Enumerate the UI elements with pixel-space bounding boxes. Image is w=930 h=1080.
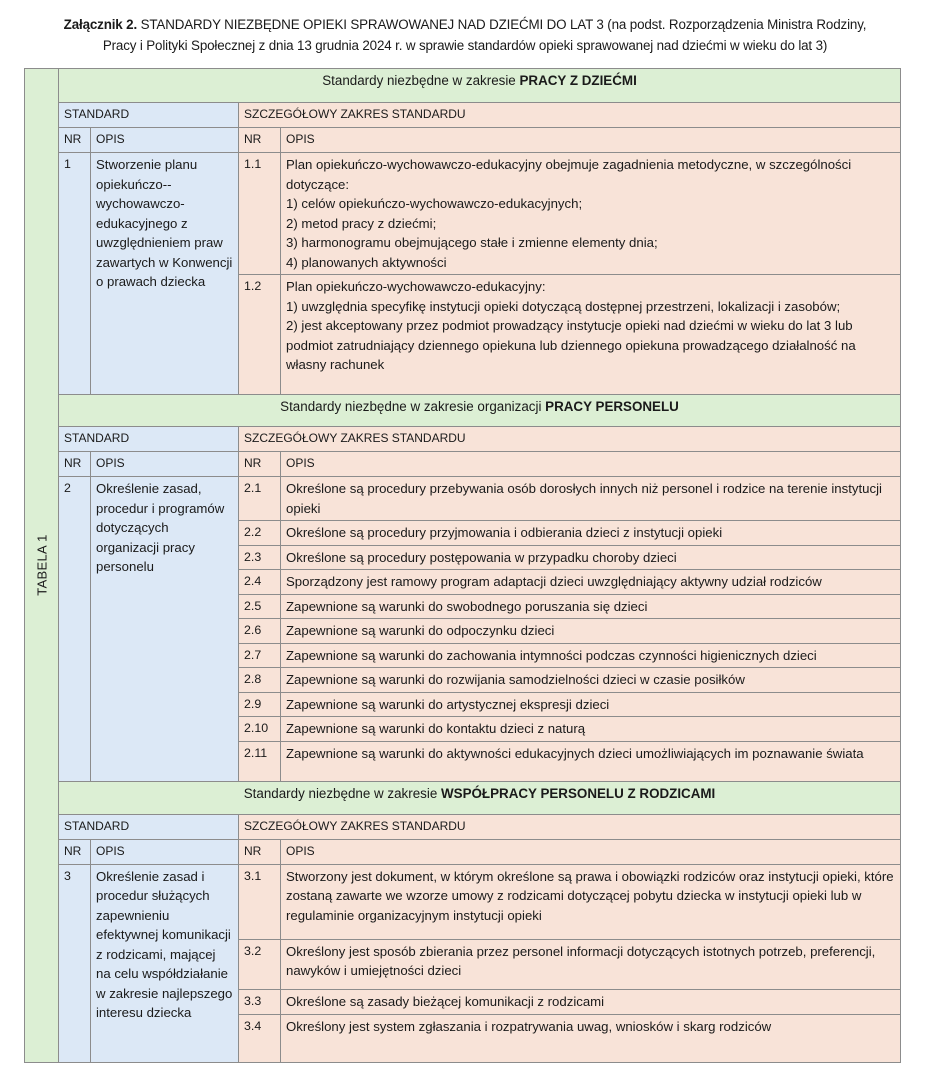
column-header-nr: NR	[59, 128, 91, 153]
standard-description: Określenie zasad i procedur służących zapewnieniu efektywnej komunikacji z rodzicami, mającej na celu współdziałanie w zakresie najlepszego interesu dziecka	[91, 864, 239, 1062]
item-line: 1) celów opiekuńczo-wychowawczo-edukacyjnych;	[286, 196, 583, 211]
item-nr: 3.1	[239, 864, 281, 939]
item-description: Określone są procedury przyjmowania i odbierania dzieci z instytucji opieki	[281, 521, 901, 546]
column-header-nr: NR	[239, 128, 281, 153]
item-nr: 3.4	[239, 1014, 281, 1062]
title-label: Załącznik 2.	[63, 17, 138, 32]
item-nr: 2.3	[239, 545, 281, 570]
column-header-opis: OPIS	[91, 128, 239, 153]
section-header-1	[59, 69, 901, 103]
item-nr: 3.2	[239, 939, 281, 989]
item-nr: 1.1	[239, 153, 281, 275]
column-header-nr: NR	[59, 839, 91, 864]
column-header-opis: OPIS	[91, 452, 239, 477]
item-line: 2) metod pracy z dziećmi;	[286, 215, 437, 231]
title-text-line2: Pracy i Polityki Społecznej z dnia 13 grudnia 2024 r. w sprawie standardów opieki sprawowanej nad dziećmi w wieku do lat 3)	[102, 38, 828, 53]
standard-description: Stworzenie planu opiekuńczo--wychowawczo-edukacyjnego z uwzględnieniem praw zawartych w Konwencji o prawach dziecka	[91, 153, 239, 395]
column-header-opis: OPIS	[281, 452, 901, 477]
item-description: Zapewnione są warunki do swobodnego poruszania się dzieci	[281, 594, 901, 619]
item-nr: 2.1	[239, 477, 281, 521]
item-description: Stworzony jest dokument, w którym określone są prawa i obowiązki rodziców oraz instytucji opieki, które zostaną zawarte we wzorze umowy z rodzicami dotyczącej pobytu dziecka w instytucji opieki lub w regulaminie organizacyjnym instytucji opieki	[281, 864, 901, 939]
item-description	[281, 153, 901, 275]
title-text: STANDARDY NIEZBĘDNE OPIEKI SPRAWOWANEJ NAD DZIEĆMI DO LAT 3 (na podst. Rozporządzenia Ministra Rodziny,	[137, 17, 867, 32]
item-description: Określone są procedury przebywania osób dorosłych innych niż personel i rodzice na terenie instytucji opieki	[281, 477, 901, 521]
column-header-detail: SZCZEGÓŁOWY ZAKRES STANDARDU	[239, 103, 901, 128]
section-header-prefix: Standardy niezbędne w zakresie	[243, 785, 441, 801]
column-header-detail: SZCZEGÓŁOWY ZAKRES STANDARDU	[239, 814, 901, 839]
column-header-opis: OPIS	[281, 839, 901, 864]
item-description: Zapewnione są warunki do kontaktu dzieci z naturą	[281, 717, 901, 742]
item-nr: 2.9	[239, 692, 281, 717]
document-title	[0, 14, 930, 56]
item-line: Plan opiekuńczo-wychowawczo-edukacyjny:	[286, 279, 546, 294]
section-header-prefix: Standardy niezbędne w zakresie organizacji	[280, 399, 546, 414]
column-header-nr: NR	[239, 839, 281, 864]
item-line: 2) jest akceptowany przez podmiot prowadzący instytucje opieki nad dziećmi w wieku do lat 3 lub podmiot zatrudniający dziennego opiekuna lub dziennego opiekuna prowadzącego działalność na własny rachunek	[286, 318, 856, 372]
table-row	[25, 153, 901, 275]
item-nr: 2.4	[239, 570, 281, 595]
column-header-standard: STANDARD	[59, 427, 239, 452]
table-row	[25, 864, 901, 939]
item-nr: 1.2	[239, 275, 281, 395]
column-header-standard: STANDARD	[59, 814, 239, 839]
item-description: Określony jest sposób zbierania przez personel informacji dotyczących istotnych potrzeb, preferencji, nawyków i umiejętności dzieci	[281, 939, 901, 989]
item-nr: 2.8	[239, 668, 281, 693]
item-description: Zapewnione są warunki do zachowania intymności podczas czynności higienicznych dzieci	[281, 643, 901, 668]
column-header-opis: OPIS	[281, 128, 901, 153]
item-description: Sporządzony jest ramowy program adaptacji dzieci uwzględniający aktywny udział rodziców	[281, 570, 901, 595]
item-line: 3) harmonogramu obejmującego stałe i zmienne elementy dnia;	[286, 235, 658, 250]
column-header-standard: STANDARD	[59, 103, 239, 128]
section-header-bold: PRACY Z DZIEĆMI	[519, 73, 637, 88]
item-nr: 2.2	[239, 521, 281, 546]
table-side-label	[25, 69, 59, 1063]
standard-nr: 2	[59, 477, 91, 782]
item-description	[281, 275, 901, 395]
column-header-nr: NR	[59, 452, 91, 477]
item-description: Zapewnione są warunki do rozwijania samodzielności dzieci w czasie posiłków	[281, 668, 901, 693]
section-header-bold: WSPÓŁPRACY PERSONELU Z RODZICAMI	[441, 785, 716, 801]
item-line: Plan opiekuńczo-wychowawczo-edukacyjny obejmuje zagadnienia metodyczne, w szczególności dotyczące:	[286, 157, 852, 192]
item-nr: 2.5	[239, 594, 281, 619]
table-row	[25, 477, 901, 521]
item-nr: 2.6	[239, 619, 281, 644]
column-header-detail: SZCZEGÓŁOWY ZAKRES STANDARDU	[239, 427, 901, 452]
item-description: Zapewnione są warunki do artystycznej ekspresji dzieci	[281, 692, 901, 717]
section-header-3	[59, 781, 901, 814]
section-header-bold: PRACY PERSONELU	[545, 399, 679, 414]
standard-description: Określenie zasad, procedur i programów dotyczących organizacji pracy personelu	[91, 477, 239, 782]
section-header-prefix: Standardy niezbędne w zakresie	[322, 73, 520, 88]
column-header-nr: NR	[239, 452, 281, 477]
item-nr: 2.7	[239, 643, 281, 668]
item-nr: 2.11	[239, 741, 281, 781]
item-nr: 3.3	[239, 989, 281, 1014]
item-description: Określone są zasady bieżącej komunikacji z rodzicami	[281, 989, 901, 1014]
item-description: Zapewnione są warunki do aktywności edukacyjnych dzieci umożliwiających im poznawanie świata	[281, 741, 901, 781]
item-line: 1) uwzględnia specyfikę instytucji opieki dotyczącą dostępnej przestrzeni, lokalizacji i zasobów;	[286, 298, 841, 314]
column-header-opis: OPIS	[91, 839, 239, 864]
standards-table	[24, 68, 901, 1063]
section-header-2	[59, 395, 901, 427]
item-description: Określony jest system zgłaszania i rozpatrywania uwag, wniosków i skarg rodziców	[281, 1014, 901, 1062]
standard-nr: 3	[59, 864, 91, 1062]
item-description: Zapewnione są warunki do odpoczynku dzieci	[281, 619, 901, 644]
item-nr: 2.10	[239, 717, 281, 742]
item-line: 4) planowanych aktywności	[286, 254, 447, 270]
side-label-text: TABELA 1	[33, 534, 49, 596]
standard-nr: 1	[59, 153, 91, 395]
item-description: Określone są procedury postępowania w przypadku choroby dzieci	[281, 545, 901, 570]
